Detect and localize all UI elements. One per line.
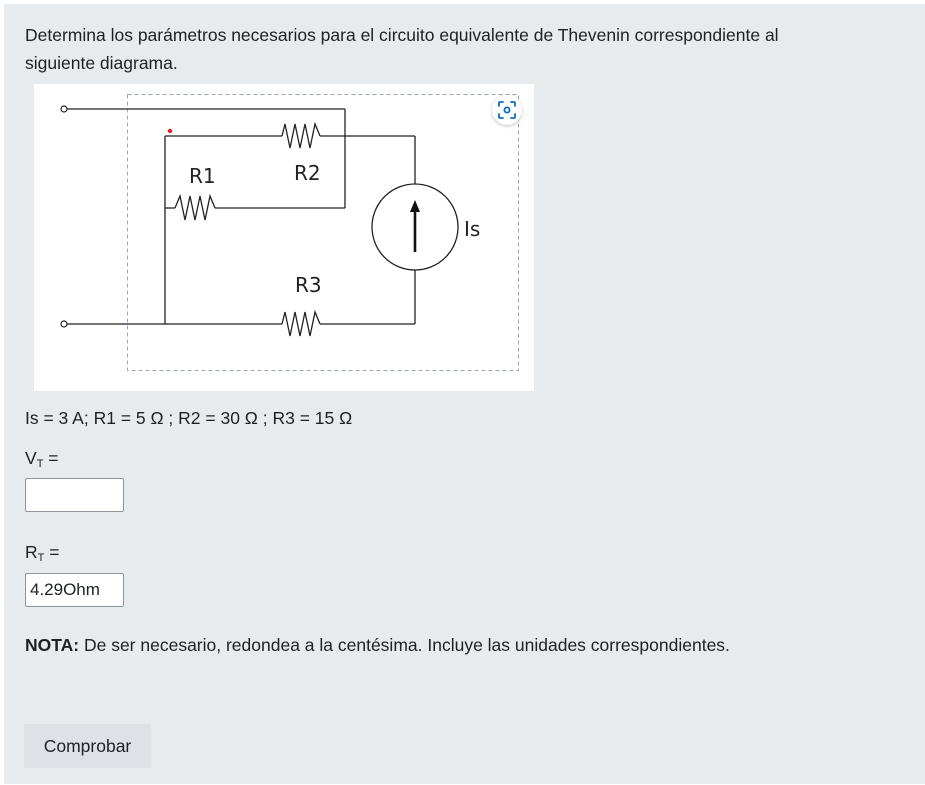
focus-frame-button[interactable] — [492, 95, 522, 125]
focus-frame-icon — [497, 100, 517, 120]
rt-answer-input[interactable] — [25, 573, 124, 607]
note-text — [25, 631, 730, 659]
label-r3: R3 — [295, 273, 322, 297]
label-r1: R1 — [189, 164, 216, 188]
vt-label: $V_T$ = — [25, 448, 59, 470]
label-is: Is — [464, 217, 481, 241]
terminal-top — [61, 106, 67, 112]
circuit-diagram — [34, 84, 534, 391]
question-text: Determina los parámetros necesarios para el circuito equivalente de Thevenin correspondiente al siguiente diagrama. — [25, 25, 779, 73]
rt-label: $R_T$ = — [25, 542, 60, 564]
note-body: De ser necesario, redondea a la centésima. Incluye las unidades correspondientes. — [79, 635, 730, 655]
check-button[interactable]: Comprobar — [24, 724, 151, 768]
circuit-svg — [34, 84, 534, 391]
question-panel — [4, 4, 925, 784]
note-prefix: NOTA: — [25, 635, 80, 655]
circuit-wires — [67, 109, 415, 336]
vt-answer-input[interactable] — [25, 478, 124, 512]
terminal-bottom — [61, 321, 67, 327]
label-r2: R2 — [294, 161, 321, 185]
given-parameters: Is = 3 A; R1 = 5 Ω ; R2 = 30 Ω ; R3 = 15 Ω — [25, 408, 353, 428]
marker-dot — [168, 129, 172, 133]
